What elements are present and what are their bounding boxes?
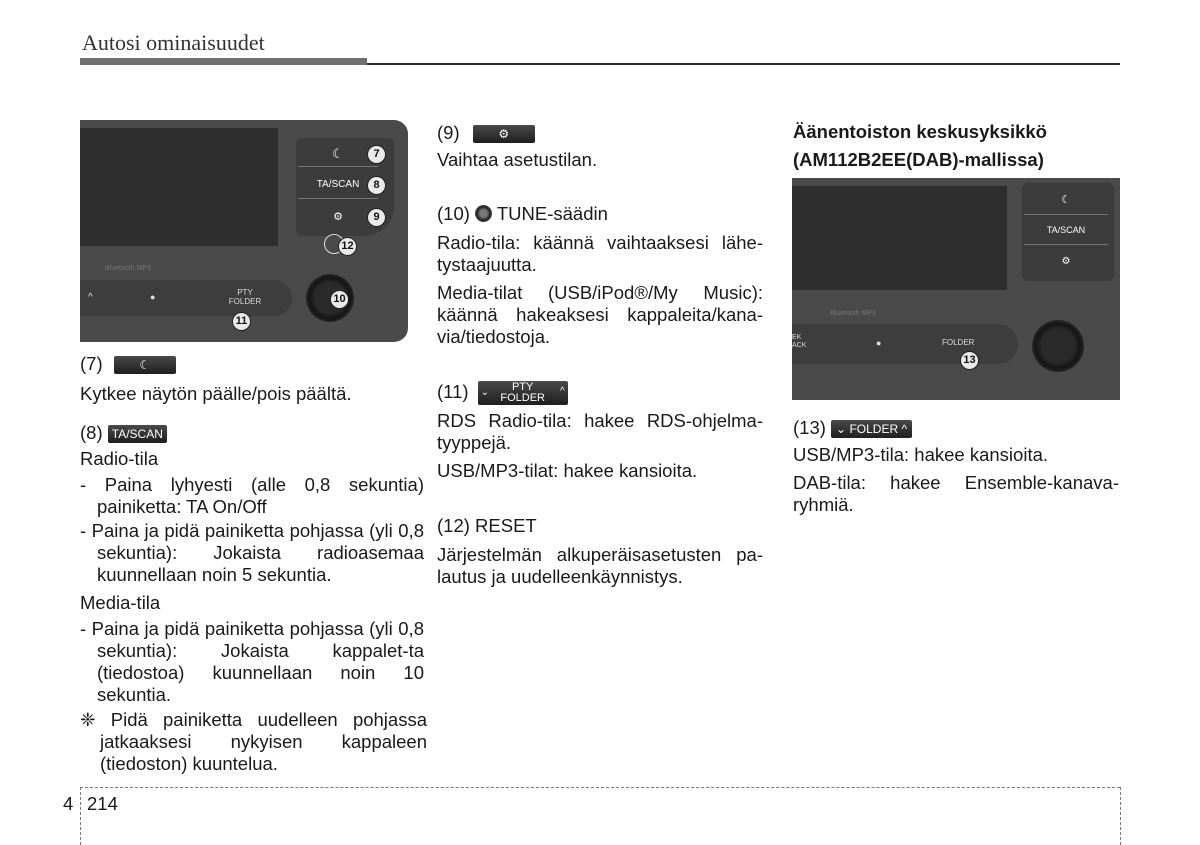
ta-scan-button[interactable]: TA/SCAN (1024, 216, 1108, 245)
display-screen (80, 128, 278, 246)
item-13-number: (13) (793, 417, 826, 438)
folder-button[interactable]: FOLDER (942, 338, 975, 347)
seek-button[interactable]: EK ACK (792, 334, 807, 349)
callout-11: 11 (232, 312, 251, 331)
pty-folder-button[interactable] (210, 288, 280, 306)
pty-label: PTY (511, 381, 534, 394)
callout-12: 12 (338, 237, 357, 256)
section-heading (793, 118, 1047, 174)
radio-mode-title: Radio-tila (80, 448, 159, 469)
callout-8: 8 (367, 176, 386, 195)
folder-label: FOLDER (228, 297, 262, 306)
callout-13: 13 (960, 351, 979, 370)
brand-logos: Bluetooth MP3 (105, 265, 151, 272)
item-12-title: (12) RESET (437, 515, 537, 536)
seek-up-button[interactable]: ^ (88, 292, 93, 303)
item-7-row (80, 353, 410, 375)
radio-bullet-1: - Paina lyhyesti (alle 0,8 sekuntia) painiketta: TA On/Off (80, 474, 424, 517)
footer-rule (80, 787, 1120, 788)
item-10-media-text: Media-tilat (USB/iPod®/My Music): käännä hakeaksesi kappaleita/kana-via/tiedostoja. (437, 282, 763, 347)
item-10-label: TUNE-säädin (496, 203, 608, 224)
section-heading-line-2: (AM112B2EE(DAB)-mallissa) (793, 149, 1044, 170)
moon-button[interactable]: ☾ (298, 142, 378, 167)
item-8-number: (8) (80, 422, 103, 443)
item-11-usb-text: USB/MP3-tilat: hakee kansioita. (437, 460, 698, 481)
item-12-description: Järjestelmän alkuperäisasetusten pa-lautus ja uudelleenkäynnistys. (437, 544, 763, 587)
folder-button-icon: ⌄ FOLDER ^ (831, 420, 912, 438)
item-9-row (437, 122, 767, 144)
item-13-row (793, 417, 1123, 439)
tune-knob[interactable] (1032, 320, 1084, 372)
item-11-rds-text: RDS Radio-tila: hakee RDS-ohjelma-tyyppejä. (437, 410, 763, 453)
media-mode-title: Media-tila (80, 592, 161, 613)
item-13-dab-text: DAB-tila: hakee Ensemble-kanava-ryhmiä. (793, 472, 1119, 515)
item-8-row (80, 422, 410, 444)
tune-knob-icon (475, 205, 492, 222)
pty-label: PTY (237, 288, 253, 297)
item-11-row (437, 381, 767, 405)
item-9-number: (9) (437, 122, 460, 143)
setup-button[interactable]: ⚙ (333, 211, 343, 223)
setup-button[interactable]: ⚙ (1061, 256, 1071, 267)
callout-10: 10 (330, 290, 349, 309)
media-bullet-1: - Paina ja pidä painiketta pohjassa (yli 0,8 sekuntia): Jokaista kappalet-ta (tiedostoa) kuunnellaan noin 10 sekuntia. (80, 618, 424, 705)
item-10-number: (10) (437, 203, 470, 224)
chapter-number: 4 (63, 793, 74, 814)
footer-divider-right (1120, 787, 1121, 845)
display-screen (792, 186, 1007, 290)
header-bar (80, 58, 367, 65)
callout-9: 9 (367, 208, 386, 227)
item-11-number: (11) (437, 381, 469, 402)
moon-button-icon: ☾ (114, 356, 176, 374)
ta-scan-button-icon: TA/SCAN (108, 425, 167, 443)
media-button[interactable]: ● (876, 338, 882, 348)
item-13-usb-text: USB/MP3-tila: hakee kansioita. (793, 444, 1049, 465)
head-unit-image-left (80, 120, 408, 342)
item-7-number: (7) (80, 353, 103, 374)
header-rule (367, 63, 1120, 65)
folder-label: FOLDER (500, 392, 545, 405)
media-button[interactable]: ● (150, 292, 156, 302)
setup-button-icon: ⚙ (473, 125, 535, 143)
callout-7: 7 (367, 145, 386, 164)
pty-folder-button-icon: ⌄ PTY FOLDER ^ (478, 381, 568, 405)
item-7-description: Kytkee näytön päälle/pois päältä. (80, 383, 352, 404)
section-heading-line-1: Äänentoiston keskusyksikkö (793, 121, 1047, 142)
lower-control-bar (792, 324, 1018, 364)
brand-logos: Bluetooth MP3 (830, 310, 876, 317)
page-number: 214 (87, 793, 118, 814)
item-10-row (437, 203, 767, 225)
radio-bullet-2: - Paina ja pidä painiketta pohjassa (yli 0,8 sekuntia): Jokaista radioasemaa kuunnellaan noin 5 sekuntia. (80, 520, 424, 585)
moon-button[interactable]: ☾ (1024, 186, 1108, 215)
item-9-description: Vaihtaa asetustilan. (437, 149, 598, 170)
section-title: Autosi ominaisuudet (82, 30, 265, 55)
ta-scan-button[interactable]: TA/SCAN (298, 172, 378, 199)
head-unit-image-right (792, 178, 1120, 400)
note: ❈ Pidä painiketta uudelleen pohjassa jatkaaksesi nykyisen kappaleen (tiedoston) kuuntelua. (80, 709, 427, 774)
folder-label: FOLDER (849, 422, 899, 437)
footer-divider-left (80, 787, 81, 845)
item-10-radio-text: Radio-tila: käännä vaihtaaksesi lähe-tystaajuutta. (437, 232, 763, 275)
